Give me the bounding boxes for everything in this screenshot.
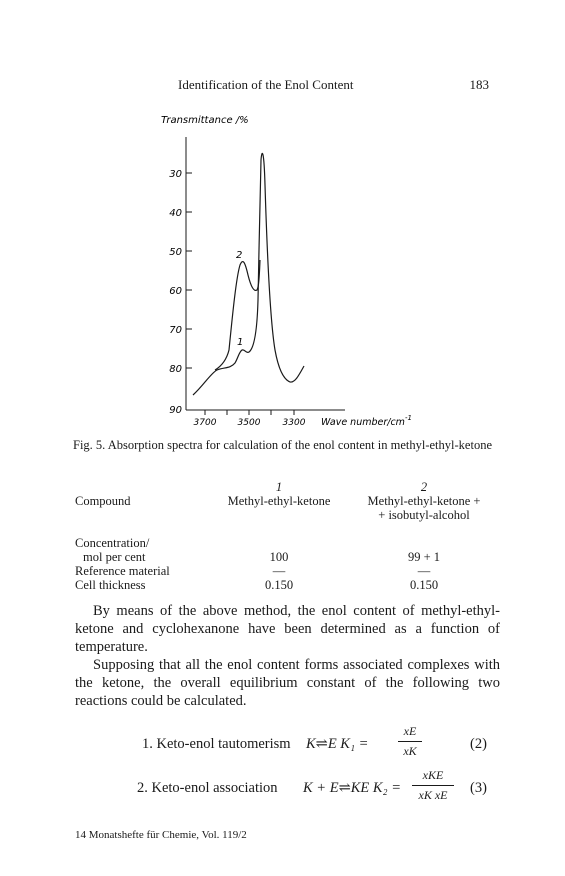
fraction-bar (412, 785, 454, 786)
curve-label-1: 1 (237, 337, 244, 348)
spectrum-curve-2 (215, 260, 260, 370)
concentration-1: 100 (269, 550, 289, 564)
equation-expression: K⇌E K₁ = (306, 736, 369, 752)
x-ticks (205, 410, 294, 415)
fraction-denominator: xK (403, 744, 417, 758)
x-tick-label: 3500 (237, 418, 261, 428)
page-number: 183 (469, 77, 489, 92)
curve-label-2: 2 (236, 250, 243, 261)
body-paragraph-1: By means of the above method, the enol content of methyl-ethyl-ketone and cyclohexanone have been determined as a function of temperature. (75, 603, 500, 655)
row-label-reference: Reference material (75, 564, 170, 578)
fraction-denominator: xK xE (418, 788, 448, 802)
fraction-numerator: xE (403, 724, 417, 738)
column-number-1: 1 (275, 480, 283, 494)
concentration-2: 99 + 1 (407, 550, 441, 564)
reference-2: — (417, 564, 431, 578)
y-axis-title: Transmittance /% (161, 115, 249, 126)
y-tick-label: 80 (169, 364, 182, 375)
reference-1: — (272, 564, 286, 578)
y-tick-label: 50 (169, 247, 182, 258)
fraction-numerator: xKE (422, 768, 444, 782)
compound-1: Methyl-ethyl-ketone (227, 494, 331, 508)
compound-2-line-1: Methyl-ethyl-ketone + (367, 494, 481, 508)
equation-label: 1. Keto-enol tautomerism (142, 736, 291, 752)
row-label-concentration: Concentration/ (75, 536, 150, 550)
y-tick-label: 90 (169, 405, 182, 416)
row-label-concentration-unit: mol per cent (83, 550, 146, 564)
sample-parameters-table (75, 480, 500, 592)
compound-2-line-2: + isobutyl-alcohol (378, 508, 470, 522)
running-head-title: Identification of the Enol Content (178, 77, 354, 92)
body-paragraph-2: Supposing that all the enol content forms associated complexes with the ketone, the overall equilibrium constant of the following two reactions could be calculated. (75, 657, 500, 709)
spectrum-curve-1 (193, 153, 304, 395)
y-ticks (186, 173, 192, 368)
x-tick-label: 3700 (193, 418, 217, 428)
x-tick-labels (194, 418, 306, 428)
cell-thickness-1: 0.150 (264, 578, 294, 592)
equation-fraction (412, 768, 454, 803)
fraction-bar (398, 741, 422, 742)
figure-caption: Fig. 5. Absorption spectra for calculation of the enol content in methyl-ethyl-ketone (73, 438, 492, 452)
x-tick-label: 3300 (282, 418, 306, 428)
equation-number: (2) (470, 736, 487, 752)
equation-label: 2. Keto-enol association (137, 780, 278, 796)
column-number-2: 2 (420, 480, 428, 494)
y-tick-label: 60 (169, 286, 182, 297)
equation-expression: K + E⇌KE K₂ = (303, 780, 401, 796)
y-tick-label: 30 (169, 169, 182, 180)
x-axis-title: Wave number/$cm^{-1}$ (321, 414, 412, 428)
y-tick-label: 70 (169, 325, 182, 336)
equation-fraction (398, 724, 422, 759)
journal-footer: 14 Monatshefte für Chemie, Vol. 119/2 (75, 829, 247, 841)
y-tick-labels (169, 169, 182, 416)
row-label-compound: Compound (75, 494, 131, 508)
equation-number: (3) (470, 780, 487, 796)
cell-thickness-2: 0.150 (409, 578, 439, 592)
row-label-cell-thickness: Cell thickness (75, 578, 146, 592)
y-tick-label: 40 (169, 208, 182, 219)
